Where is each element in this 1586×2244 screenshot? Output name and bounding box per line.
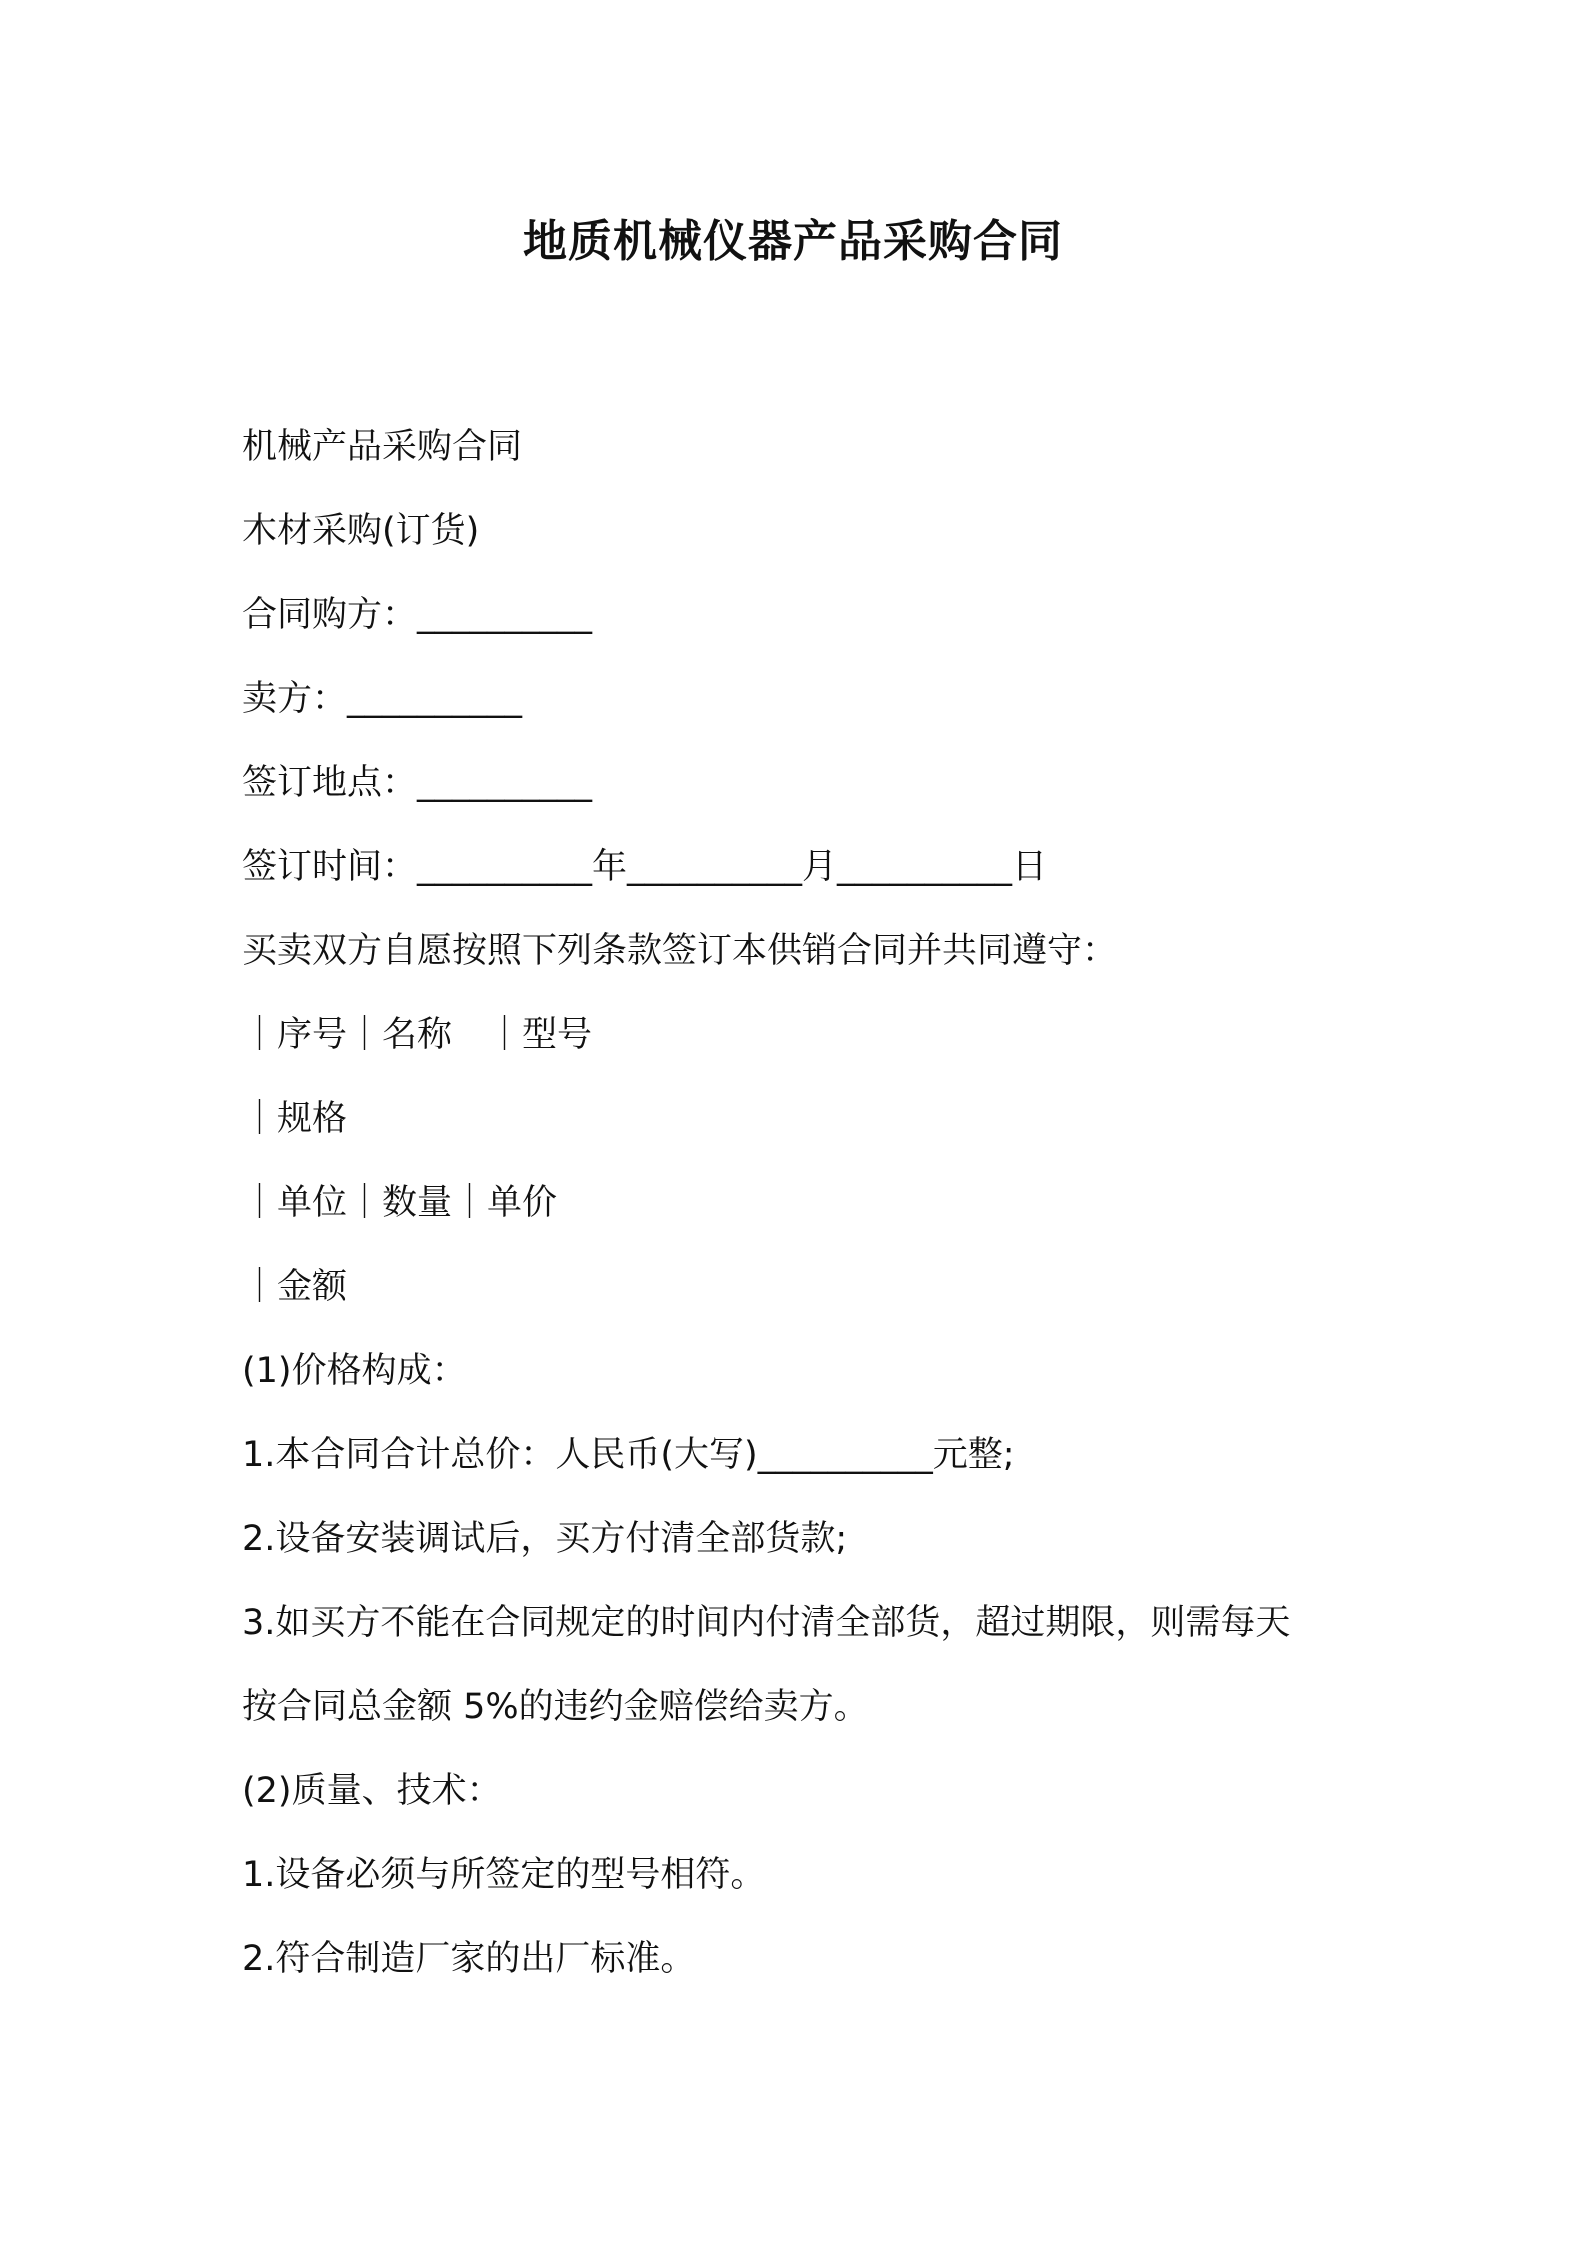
field-signing-date: 签订时间：__________年__________月__________日	[242, 847, 1048, 887]
document-title: 地质机械仪器产品采购合同	[523, 216, 1063, 267]
price-clause-2: 2.设备安装调试后，买方付清全部货款;	[242, 1519, 848, 1559]
field-buyer: 合同购方：__________	[242, 595, 593, 635]
price-clause-3: 3.如买方不能在合同规定的时间内付清全部货，超过期限，则需每天	[242, 1603, 1291, 1643]
price-clause-1: 1.本合同合计总价：人民币(大写)__________元整;	[242, 1435, 1015, 1475]
table-header-row-3: ｜单位｜数量｜单价	[242, 1183, 558, 1223]
field-signing-place: 签订地点：__________	[242, 763, 593, 803]
paragraph-subtitle: 机械产品采购合同	[242, 427, 523, 467]
table-header-row-1: ｜序号｜名称 ｜型号	[242, 1015, 593, 1055]
paragraph-agreement: 买卖双方自愿按照下列条款签订本供销合同并共同遵守：	[242, 931, 1118, 971]
table-header-row-2: ｜规格	[242, 1099, 348, 1139]
section-price-heading: (1)价格构成：	[242, 1351, 467, 1391]
field-seller: 卖方：__________	[242, 679, 523, 719]
quality-clause-2: 2.符合制造厂家的出厂标准。	[242, 1939, 696, 1979]
quality-clause-1: 1.设备必须与所签定的型号相符。	[242, 1855, 766, 1895]
table-header-row-4: ｜金额	[242, 1267, 348, 1307]
document-body	[242, 405, 1382, 2001]
section-quality-heading: (2)质量、技术：	[242, 1771, 502, 1811]
paragraph-subtitle-timber: 木材采购(订货)	[242, 511, 480, 551]
price-clause-3-continued: 按合同总金额 5%的违约金赔偿给卖方。	[242, 1687, 869, 1727]
